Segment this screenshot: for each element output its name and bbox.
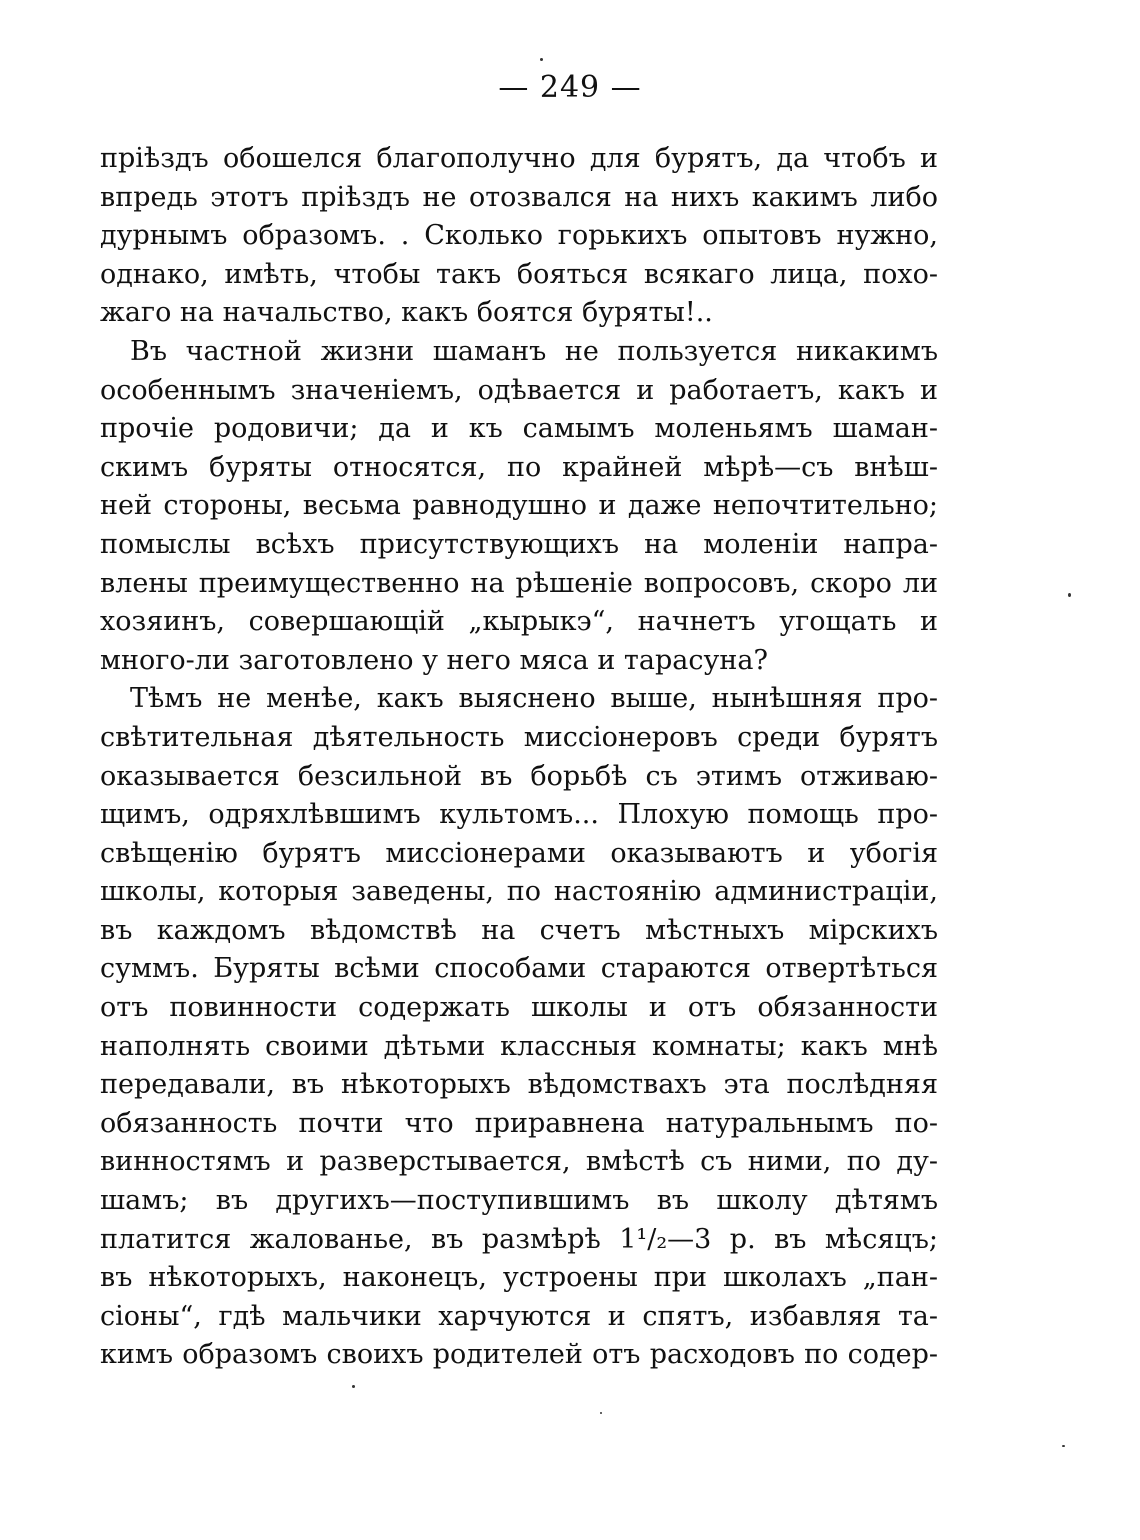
text-line: свѣтительная дѣятельность миссіонеровъ среди бурятъ	[100, 721, 938, 753]
text-line: свѣщенію бурятъ миссіонерами оказываютъ и убогія	[100, 837, 938, 869]
scan-speck	[1068, 593, 1071, 597]
text-line: шамъ; въ другихъ—поступившимъ въ школу дѣтямъ	[100, 1185, 938, 1217]
text-line: впредь этотъ пріѣздъ не отозвался на нихъ какимъ либо	[100, 181, 938, 213]
text-line: однако, имѣть, чтобы такъ бояться всякаго лица, похо-	[100, 258, 938, 290]
scan-speck	[1062, 1445, 1065, 1447]
text-line: ней стороны, весьма равнодушно и даже непочтительно;	[100, 490, 938, 522]
text-line: Тѣмъ не менѣе, какъ выяснено выше, нынѣшняя про-	[130, 683, 938, 715]
text-line: щимъ, одряхлѣвшимъ культомъ... Плохую помощь про-	[100, 799, 938, 831]
text-line: хозяинъ, совершающій „кырыкэ“, начнетъ угощать и	[100, 606, 938, 638]
text-line: кимъ образомъ своихъ родителей отъ расходовъ по содер-	[100, 1339, 938, 1371]
paragraph-3	[100, 680, 938, 1375]
text-line: жаго на начальство, какъ боятся буряты!..	[100, 297, 713, 329]
text-line: влены преимущественно на рѣшеніе вопросовъ, скоро ли	[100, 567, 938, 599]
text-line: дурнымъ образомъ. . Сколько горькихъ опытовъ нужно,	[100, 220, 938, 252]
text-line: сіоны“, гдѣ мальчики харчуются и спятъ, избавляя та-	[100, 1300, 938, 1332]
text-line: прочіе родовичи; да и къ самымъ моленьямъ шаман-	[100, 413, 938, 445]
text-line: оказывается безсильной въ борьбѣ съ этимъ отживаю-	[100, 760, 938, 792]
text-line: помыслы всѣхъ присутствующихъ на моленіи напра-	[100, 528, 938, 560]
body-text	[100, 140, 938, 1375]
text-line: скимъ буряты относятся, по крайней мѣрѣ—съ внѣш-	[100, 451, 938, 483]
text-line: наполнять своими дѣтьми классныя комнаты; какъ мнѣ	[100, 1030, 938, 1062]
text-line: платится жалованье, въ размѣрѣ 1¹/₂—3 р. въ мѣсяцъ;	[100, 1223, 938, 1255]
text-line: суммъ. Буряты всѣми способами стараются отвертѣться	[100, 953, 938, 985]
scan-speck	[352, 1385, 355, 1388]
text-line: въ каждомъ вѣдомствѣ на счетъ мѣстныхъ мірскихъ	[100, 914, 938, 946]
text-line: обязанность почти что приравнена натуральнымъ по-	[100, 1107, 938, 1139]
paragraph-1	[100, 140, 938, 333]
text-line: Въ частной жизни шаманъ не пользуется никакимъ	[130, 335, 938, 367]
text-line: пріѣздъ обошелся благополучно для бурятъ, да чтобъ и	[100, 143, 938, 174]
text-line: винностямъ и разверстывается, вмѣстѣ съ ними, по ду-	[100, 1146, 938, 1178]
paragraph-2	[100, 333, 938, 680]
text-line: особеннымъ значеніемъ, одѣвается и работаетъ, какъ и	[100, 374, 938, 406]
scan-speck	[540, 58, 543, 61]
text-line: передавали, въ нѣкоторыхъ вѣдомствахъ эта послѣдняя	[100, 1069, 938, 1101]
scan-speck	[600, 1412, 602, 1414]
text-line: въ нѣкоторыхъ, наконецъ, устроены при школахъ „пан-	[100, 1262, 938, 1294]
text-line: много-ли заготовлено у него мяса и тарасуна?	[100, 644, 768, 676]
text-line: отъ повинности содержать школы и отъ обязанности	[100, 992, 938, 1024]
text-line: школы, которыя заведены, по настоянію администраціи,	[100, 876, 938, 908]
page-number: — 249 —	[498, 70, 642, 105]
